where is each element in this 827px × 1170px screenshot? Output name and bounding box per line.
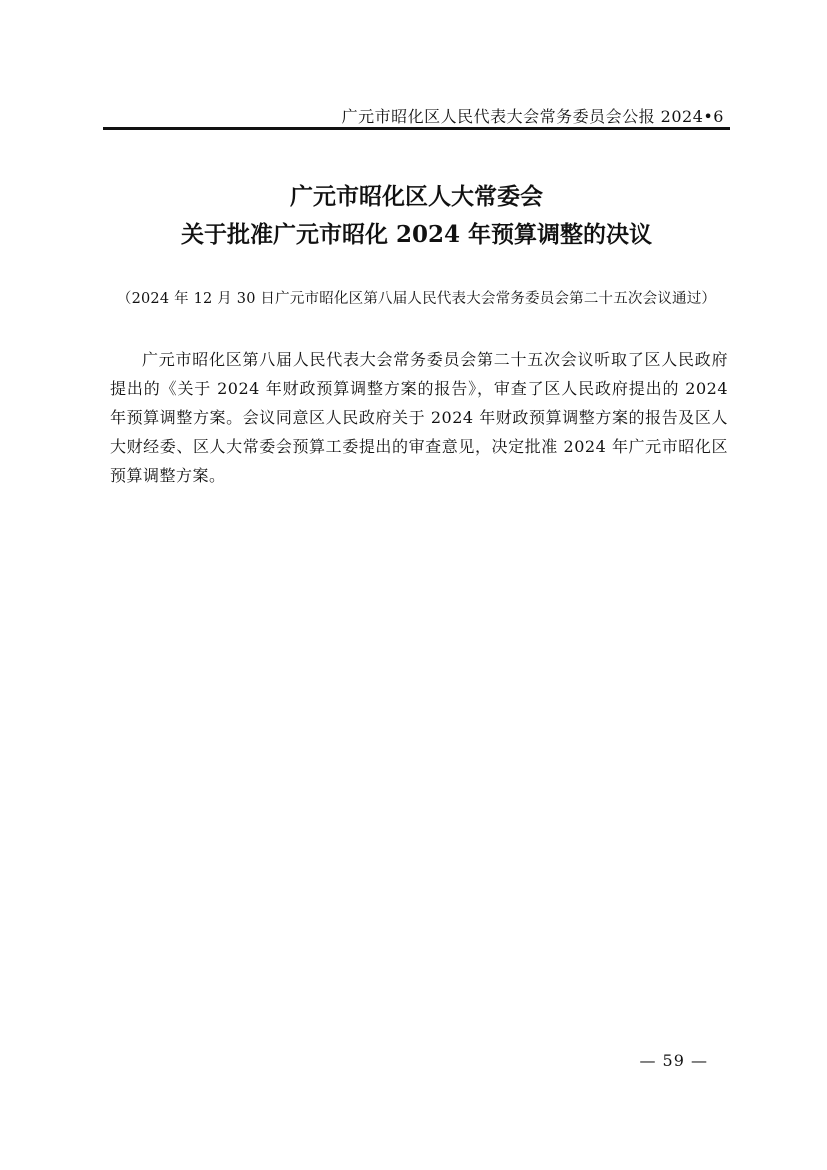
publication-header: 广元市昭化区人民代表大会常务委员会公报 2024•6 <box>341 107 724 126</box>
title-line-1: 广元市昭化区人大常委会 <box>290 183 543 210</box>
title-line-2: 关于批准广元市昭化 2024 年预算调整的决议 <box>180 221 653 248</box>
resolution-body: 广元市昭化区第八届人民代表大会常务委员会第二十五次会议听取了区人民政府提出的《关于 2024 年财政预算调整方案的报告》，审查了区人民政府提出的 2024 年预算调整方案。会议同意区人民政府关于 2024 年财政预算调整方案的报告及区人大财经委、区人大常委会预算工委提出的审查意见，决定批准 2024 年广元市昭化区预算调整方案。 <box>110 350 728 485</box>
header-rule <box>103 127 730 130</box>
document-title <box>103 178 730 254</box>
adoption-note: （2024 年 12 月 30 日广元市昭化区第八届人民代表大会常务委员会第二十五次会议通过） <box>116 291 717 307</box>
page-number: — 59 — <box>639 1051 708 1070</box>
